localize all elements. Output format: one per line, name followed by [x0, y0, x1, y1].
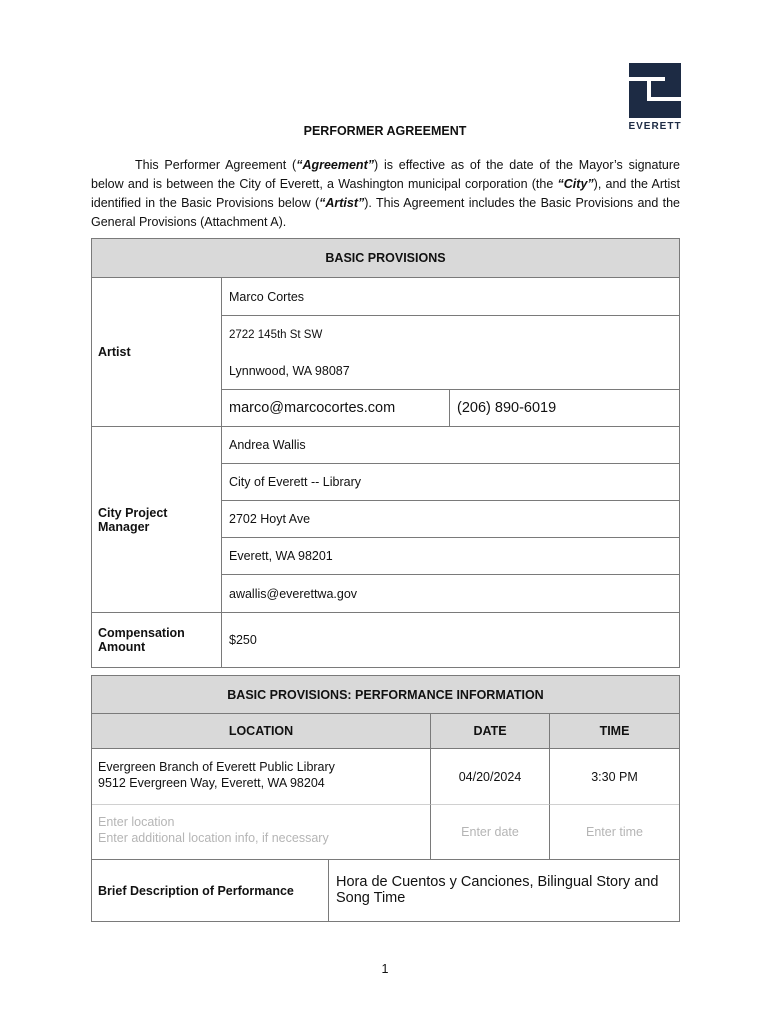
artist-city: Lynnwood, WA 98087: [222, 352, 679, 390]
row2-date-input[interactable]: Enter date: [431, 805, 550, 860]
description-label: Brief Description of Performance: [92, 860, 329, 921]
row1-time: 3:30 PM: [550, 749, 679, 805]
everett-logo-mark-icon: [629, 63, 681, 118]
pm-name: Andrea Wallis: [222, 427, 679, 464]
pm-email: awallis@everettwa.gov: [222, 575, 679, 613]
row2-time-input[interactable]: Enter time: [550, 805, 679, 860]
intro-paragraph: This Performer Agreement (“Agreement”) is effective as of the date of the Mayor’s signature below and is between the City of Everett, a Washington municipal corporation (the “City”), and the Artist identified in the Basic Provisions below (“Artist”). This Agreement includes the Basic Provisions and the General Provisions (Attachment A).: [91, 158, 680, 229]
page-title: PERFORMER AGREEMENT: [303, 124, 467, 138]
compensation-value: $250: [229, 633, 257, 647]
pm-city: Everett, WA 98201: [222, 538, 679, 575]
row1-location: [92, 749, 431, 805]
performance-table: [91, 675, 680, 922]
performance-header: BASIC PROVISIONS: PERFORMANCE INFORMATION: [92, 676, 679, 714]
pm-street: 2702 Hoyt Ave: [222, 501, 679, 538]
row1-date: 04/20/2024: [431, 749, 550, 805]
logo-text: EVERETT: [628, 121, 682, 132]
everett-logo: [628, 63, 682, 132]
artist-email: marco@marcocortes.com: [222, 390, 450, 427]
compensation-label: Compensation Amount: [92, 613, 222, 667]
pm-label: City Project Manager: [92, 427, 222, 613]
basic-provisions-table: [91, 238, 680, 668]
description-value: Hora de Cuentos y Canciones, Bilingual Story and Song Time: [336, 874, 659, 906]
row2-location-placeholder: Enter location: [98, 815, 175, 829]
col-location: LOCATION: [92, 714, 431, 749]
page-number: 1: [381, 962, 389, 976]
artist-label: Artist: [92, 278, 222, 427]
artist-street: 2722 145th St SW: [229, 329, 323, 341]
row2-location-info-placeholder: Enter additional location info, if necessary: [98, 831, 329, 845]
basic-provisions-header: BASIC PROVISIONS: [92, 239, 679, 278]
artist-name: Marco Cortes: [222, 278, 679, 316]
row2-location-input[interactable]: [92, 805, 431, 860]
pm-org: City of Everett -- Library: [222, 464, 679, 501]
row1-location-address: 9512 Evergreen Way, Everett, WA 98204: [98, 776, 325, 790]
col-date: DATE: [431, 714, 550, 749]
col-time: TIME: [550, 714, 679, 749]
row1-location-name: Evergreen Branch of Everett Public Library: [98, 760, 335, 774]
artist-phone: (206) 890-6019: [450, 390, 679, 427]
